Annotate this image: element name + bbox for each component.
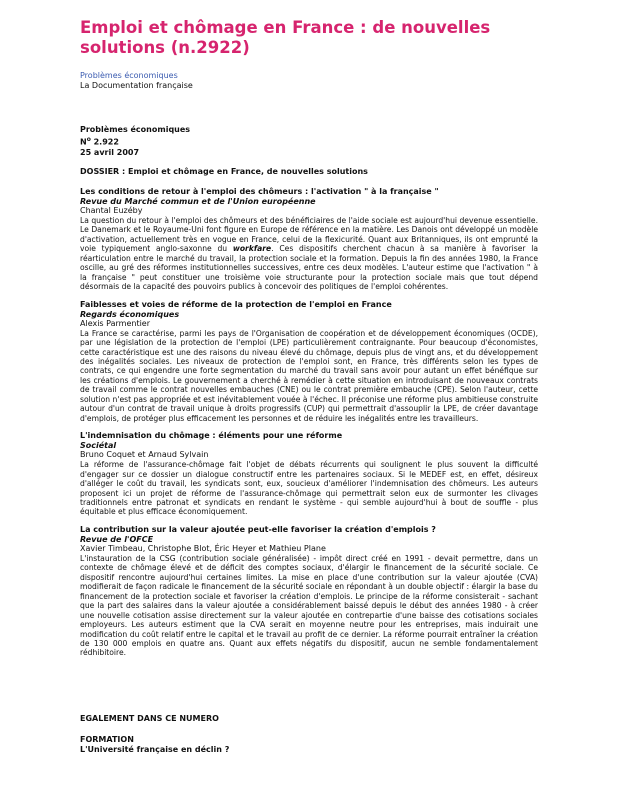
- article-authors: Chantal Euzéby: [80, 206, 143, 215]
- article-body: L'instauration de la CSG (contribution sociale généralisée) - impôt direct créé en 1991 - devait permettre, dans un contexte de chômage élevé et de déficit des comptes sociaux, d'élargir le financement de la sécurité sociale. Ce dispositif rencontre aujourd'hui certaines limites. La mise en place d'une contribution sur la valeur ajoutée (CVA) modifierait de façon radicale le financement de la sécurité sociale en répondant à un double objectif : élargir la base du financement de la protection sociale et favoriser la création d'emplois. Le principe de la réforme consisterait - sachant que la part des salaires dans la valeur ajoutée a considérablement baissé depuis le début des années 1980 - à créer une nouvelle cotisation assise directement sur la valeur ajoutée en contrepartie d'une baisse des cotisations sociales employeurs. Les auteurs estiment que la CVA serait en moyenne neutre pour les entreprises, mais induirait une modification du coût relatif entre le capital et le travail au profit de ce dernier. La réforme pourrait entraîner la création de 130 000 emplois en quatre ans. Quant aux effets négatifs du dispositif, aucun ne semble fondamentalement rédhibitoire.: [80, 553, 538, 658]
- source-link[interactable]: Problèmes économiques: [80, 71, 178, 80]
- article: [80, 300, 538, 424]
- article-authors: Bruno Coquet et Arnaud Sylvain: [80, 450, 209, 460]
- article-title: La contribution sur la valeur ajoutée peut-elle favoriser la création d'emplois ?: [80, 524, 436, 534]
- issue-date: 25 avril 2007: [80, 147, 140, 157]
- article: [80, 431, 538, 517]
- article: [80, 525, 538, 658]
- article-journal: Revue de l'OFCE: [80, 534, 154, 544]
- source-block: [80, 71, 193, 91]
- article-body: La France se caractérise, parmi les pays de l'Organisation de coopération et de développement économiques (OCDE), par une législation de la protection de l'emploi (LPE) particulièrement contraignante. Pour beaucoup d'économistes, cette caractéristique est une des raisons du niveau élevé du chômage, depuis plus de vingt ans, et du développement des inégalités sociales. Les niveaux de protection de l'emploi sont, en France, très différents selon les types de contrats, ce qui engendre une forte segmentation du marché du travail sans avoir pour autant un effet bénéfique sur les créations d'emplois. Le gouvernement a cherché à remédier à cette situation en introduisant de nouveaux contrats de travail comme le contrat nouvelles embauches (CNE) ou le contrat première embauche (CPE). Selon l'auteur, cette solution n'est pas appropriée et est inévitablement vouée à l'échec. Il préconise une réforme plus ambitieuse construite autour d'un contrat de travail unique à droits progressifs (CUP) qui permettrait d'assouplir la LPE, de créer davantage d'emplois, de protéger plus efficacement les personnes et de réduire les inégalités entre les travailleurs.: [80, 328, 538, 423]
- article: [80, 187, 538, 292]
- article-title: Les conditions de retour à l'emploi des chômeurs : l'activation " à la française ": [80, 187, 439, 196]
- issue-number: $N^o$ 2.922: [80, 136, 119, 147]
- articles-list: [80, 187, 538, 666]
- article-title: L'indemnisation du chômage : éléments pour une réforme: [80, 431, 343, 441]
- issue-publication: Problèmes économiques: [80, 125, 191, 134]
- article-journal: Regards économiques: [80, 309, 180, 319]
- article-journal: Sociétal: [80, 441, 117, 451]
- issue-info: [80, 125, 190, 158]
- article-body: La question du retour à l'emploi des chômeurs et des bénéficiaires de l'aide sociale est aujourd'hui devenue essentielle. Le Danemark et le Royaume-Uni font figure en Europe de référence en la matière. Les Danois ont développé un modèle d'activation, actuellement très en vogue en France, celui de la flexicurité. Quant aux Britanniques, ils ont emprunté la voie typiquement anglo-saxonne du workfare. Ces dispositifs cherchent chacun à sa manière à favoriser la réarticulation entre le marché du travail, la protection sociale et la formation. Depuis la fin des années 1980, la France oscille, au gré des réformes institutionnelles successives, entre ces deux modèles. L'auteur estime que l'activation " à la française " peut constituer une troisième voie structurante pour la protection sociale mais que tout dépend désormais de la capacité des pouvoirs publics à concevoir des politiques de l'emploi cohérentes.: [80, 216, 538, 292]
- publisher-name: La Documentation française: [80, 81, 193, 90]
- article-body: La réforme de l'assurance-chômage fait l'objet de débats récurrents qui soulignent le plus souvent la difficulté d'engager sur ce dossier un dialogue constructif entre les partenaires sociaux. Si le MEDEF est, en effet, désireux d'alléger le coût du travail, les syndicats sont, eux, soucieux d'améliorer l'indemnisation des chômeurs. Les auteurs proposent ici un projet de réforme de l'assurance-chômage qui permettrait selon eux de surmonter les clivages traditionnels entre patronat et syndicats en rendant le système - qui semble aujourd'hui à bout de souffle - plus équitable et plus efficace économiquement.: [80, 460, 538, 517]
- formation-title: L'Université française en déclin ?: [80, 745, 230, 754]
- formation-heading: FORMATION: [80, 735, 134, 744]
- also-in-issue-heading: EGALEMENT DANS CE NUMERO: [80, 714, 219, 723]
- article-authors: Alexis Parmentier: [80, 318, 151, 328]
- article-authors: Xavier Timbeau, Christophe Blot, Éric Heyer et Mathieu Plane: [80, 543, 326, 553]
- article-journal: Revue du Marché commun et de l'Union européenne: [80, 197, 316, 206]
- document-title: Emploi et chômage en France : de nouvelles solutions (n.2922): [80, 18, 491, 57]
- article-title: Faiblesses et voies de réforme de la protection de l'emploi en France: [80, 299, 392, 309]
- formation-section: [80, 735, 229, 755]
- dossier-heading: DOSSIER : Emploi et chômage en France, de nouvelles solutions: [80, 167, 368, 176]
